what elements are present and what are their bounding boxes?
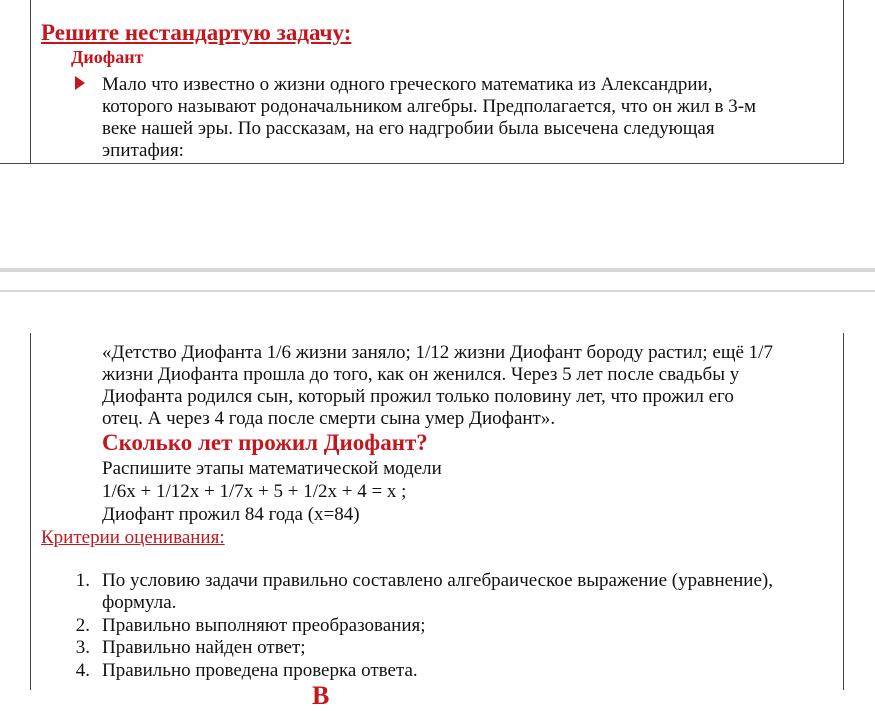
epitaph-line: «Детство Диофанта 1/6 жизни заняло; 1/12 жизни Диофант бороду растил; ещё 1/7 (102, 342, 773, 363)
criteria-item: Правильно выполняют преобразования; (102, 615, 426, 636)
right-border (843, 333, 844, 690)
model-label: Распишите этапы математической модели (102, 458, 442, 479)
left-border (30, 333, 31, 690)
criteria-item: Правильно найден ответ; (102, 637, 306, 658)
task-heading: Решите нестандартую задачу: (41, 20, 352, 45)
slide-gap (0, 164, 875, 293)
right-border (843, 0, 844, 164)
criteria-item: Правильно проведена проверка ответа. (102, 660, 418, 681)
criteria-number: 4. (75, 660, 90, 681)
epitaph-line: жизни Диофанта прошла до того, как он женился. Через 5 лет после свадьбы у (102, 364, 740, 385)
criteria-number: 3. (75, 637, 90, 658)
task-subheading: Диофант (71, 47, 144, 67)
slide-top (0, 0, 875, 164)
arrow-bullet-icon (75, 76, 85, 90)
paragraph-line: Мало что известно о жизни одного греческого математика из Александрии, (102, 74, 713, 95)
criteria-item: формула. (102, 592, 177, 613)
paragraph-line: веке нашей эры. По рассказам, на его надгробии была высечена следующая (102, 118, 715, 139)
epitaph-line: Диофанта родился сын, который прожил только половину лет, что прожил его (102, 386, 734, 407)
answer-text: Диофант прожил 84 года (х=84) (102, 504, 360, 525)
criteria-number: 2. (75, 615, 90, 636)
paragraph-line: эпитафия: (102, 140, 184, 161)
criteria-number: 1. (75, 570, 90, 591)
separator-band (0, 290, 875, 292)
separator-band (0, 268, 875, 272)
criteria-item: По условию задачи правильно составлено алгебраическое выражение (уравнение), (102, 570, 773, 591)
criteria-title: Критерии оценивания: (41, 527, 225, 548)
question-heading: Сколько лет прожил Диофант? (102, 430, 428, 455)
paragraph-line: которого называют родоначальником алгебры. Предполагается, что он жил в 3-м (102, 96, 757, 117)
cut-off-heading: В (312, 681, 330, 710)
epitaph-line: отец. А через 4 года после смерти сына умер Диофант». (102, 408, 556, 429)
left-border (30, 0, 31, 164)
equation: 1/6х + 1/12х + 1/7х + 5 + 1/2х + 4 = х ; (102, 481, 407, 502)
slide-bottom (0, 293, 875, 710)
